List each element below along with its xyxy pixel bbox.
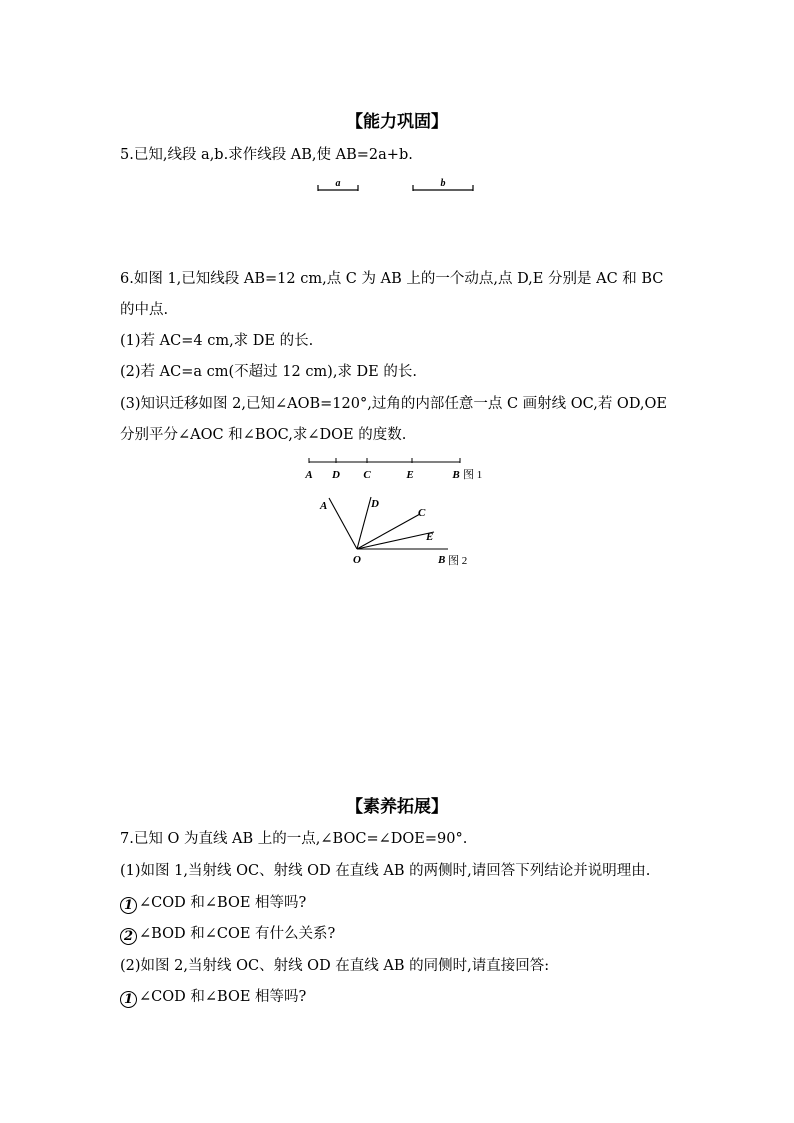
segment-a-label: a xyxy=(335,178,341,189)
q7-part1-i-text: ∠COD 和∠BOE 相等吗? xyxy=(139,895,307,911)
fig2-label-c: C xyxy=(418,507,426,519)
fig2-caption: 图 2 xyxy=(448,555,468,567)
q6-part3-line1: (3)知识迁移如图 2,已知∠AOB=120°,过角的内部任意一点 C 画射线 OC,若 OD,OE xyxy=(120,396,668,412)
q7-part1-ii xyxy=(120,925,335,945)
q6-stem-line2: 的中点. xyxy=(120,302,169,318)
section-title-literacy: 【素养拓展】 xyxy=(346,797,448,817)
fig1-label-d: D xyxy=(332,469,340,481)
fig2-ray-oc xyxy=(357,514,420,549)
fig1-label-a: A xyxy=(305,469,313,481)
circled-number-1-icon: 1 xyxy=(120,991,137,1008)
fig2-ray-oe xyxy=(357,532,434,549)
q6-part2: (2)若 AC=a cm(不超过 12 cm),求 DE 的长. xyxy=(120,364,417,380)
fig2-ray-oa xyxy=(329,498,357,549)
fig2-label-a: A xyxy=(320,500,328,512)
fig2-label-b: B xyxy=(438,554,446,566)
q6-part3-line2: 分别平分∠AOC 和∠BOC,求∠DOE 的度数. xyxy=(120,427,407,443)
q6-stem-line1: 6.如图 1,已知线段 AB=12 cm,点 C 为 AB 上的一个动点,点 D,E 分别是 AC 和 BC xyxy=(120,271,664,287)
q7-part1-ii-text: ∠BOD 和∠COE 有什么关系? xyxy=(139,926,336,942)
q7-part1: (1)如图 1,当射线 OC、射线 OD 在直线 AB 的两侧时,请回答下列结论并说明理由. xyxy=(120,863,651,879)
fig2-label-d: D xyxy=(371,498,379,510)
q7-part2-i-text: ∠COD 和∠BOE 相等吗? xyxy=(139,989,307,1005)
section-title-ability: 【能力巩固】 xyxy=(346,112,448,132)
circled-number-2-icon: 2 xyxy=(120,928,137,945)
fig1-label-e: E xyxy=(406,469,414,481)
fig1-label-b: B xyxy=(452,469,460,481)
circled-number-1-icon: 1 xyxy=(120,897,137,914)
fig2-label-e: E xyxy=(426,531,434,543)
q7-part2: (2)如图 2,当射线 OC、射线 OD 在直线 AB 的同侧时,请直接回答: xyxy=(120,958,550,974)
fig1-label-c: C xyxy=(363,469,371,481)
q7-part1-i xyxy=(120,894,306,914)
q5-text: 5.已知,线段 a,b.求作线段 AB,使 AB=2a+b. xyxy=(120,147,413,163)
q7-stem: 7.已知 O 为直线 AB 上的一点,∠BOC=∠DOE=90°. xyxy=(120,831,468,847)
fig1-caption: 图 1 xyxy=(463,469,483,481)
q7-part2-i xyxy=(120,988,306,1008)
q6-part1: (1)若 AC=4 cm,求 DE 的长. xyxy=(120,333,314,349)
fig2-ray-od xyxy=(357,497,371,549)
segment-b-label: b xyxy=(440,178,446,189)
fig2-label-o: O xyxy=(353,554,361,566)
